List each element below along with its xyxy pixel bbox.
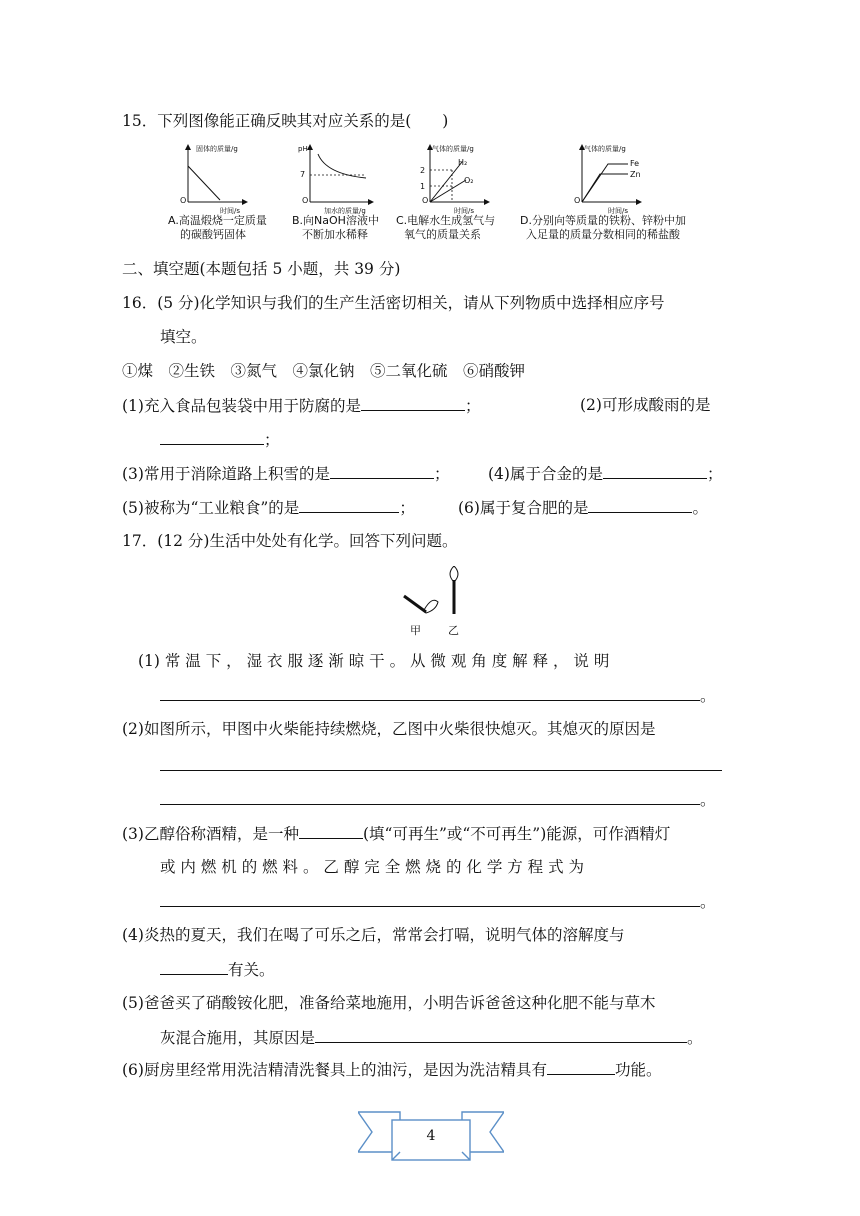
q16-stem-1: 16．(5 分)化学知识与我们的生产生活密切相关，请从下列物质中选择相应序号 [122,294,665,312]
q17-blank-6[interactable] [547,1058,615,1075]
chart-d-caption-1: D.分别向等质量的铁粉、锌粉中加 [520,214,686,227]
q16-item-2-blank-line [160,428,280,451]
chart-d [520,144,686,241]
q16-blank-3[interactable] [330,462,434,479]
q16-item-2 [580,394,710,416]
q15-stem: 15．下列图像能正确反映其对应关系的是( ) [122,112,449,130]
chart-b-xlabel: 加水的质量/g [324,207,366,215]
chart-c-ylabel: 气体的质量/g [432,145,474,153]
q16-item-3 [122,462,449,485]
q17-item-6 [122,1058,661,1081]
chart-a-origin: O [180,196,187,205]
q16-options: ①煤 ②生铁 ③氮气 ④氯化钠 ⑤二氧化硫 ⑥硝酸钾 [122,362,526,380]
chart-a-ylabel: 固体的质量/g [196,145,238,153]
q17-stem: 17．(12 分)生活中处处有化学。回答下列问题。 [122,532,458,550]
q17-item-6-text-a: (6)厨房里经常用洗洁精清洗餐具上的油污，是因为洗洁精具有 [122,1061,547,1079]
chart-d-line-zn [582,174,628,202]
q17-item-4-line-2 [160,958,275,981]
q16-stem-2: 填空。 [160,328,207,346]
q16-item-2-end: ； [264,431,280,449]
match-a-stick [404,596,426,612]
chart-c-caption-2: 氧气的质量关系 [404,228,481,241]
q17-item-5-text-b: 灰混合施用，其原因是 [160,1029,316,1047]
chart-a-xlabel: 时间/s [220,207,241,215]
q16-item-1 [122,394,480,417]
q17-item-4: (4)炎热的夏天，我们在喝了可乐之后，常常会打嗝，说明气体的溶解度与 [122,926,625,944]
chart-a-caption-2: 的碳酸钙固体 [180,228,246,241]
q16-item-6 [458,496,708,519]
chart-c-tick-2: 2 [420,166,426,175]
chart-b-curve [318,154,366,178]
q16-item-5-end: ； [399,499,415,517]
q16-item-4-text: (4)属于合金的是 [488,465,603,483]
chart-b-caption-2: 不断加水稀释 [302,228,368,241]
chart-c-caption-1: C.电解水生成氢气与 [396,214,496,227]
q16-item-6-text: (6)属于复合肥的是 [458,499,589,517]
q17-item-3-text-a: (3)乙醇俗称酒精，是一种 [122,825,299,843]
q16-blank-6[interactable] [588,496,692,513]
chart-b-caption-1: B.向NaOH溶液中 [292,214,379,227]
q17-item-1-end: 。 [700,687,716,705]
chart-a [168,144,267,241]
q17-item-6-text-b: 功能。 [614,1061,662,1079]
q16-item-4-end: ； [706,465,723,483]
chart-b-ylabel: pH [298,145,308,153]
q16-blank-4[interactable] [603,462,707,479]
chart-d-caption-2: 入足量的质量分数相同的稀盐酸 [526,228,680,241]
q17-item-2: (2)如图所示，甲图中火柴能持续燃烧，乙图中火柴很快熄灭。其熄灭的原因是 [122,720,656,738]
q17-blank-1[interactable] [160,684,700,701]
q17-item-2-blank-line-2 [160,788,716,811]
page-number-ribbon [358,1104,504,1164]
q16-blank-2[interactable] [160,428,264,445]
chart-a-caption-1: A.高温煅烧一定质量 [168,214,267,227]
chart-b-origin: O [302,196,309,205]
chart-b [292,144,379,241]
chart-d-xlabel: 时间/s [608,207,629,215]
match-figure-drawing [398,566,468,620]
chart-c-series-o2: O₂ [464,176,474,185]
match-figure [398,566,468,637]
chart-c [396,144,496,241]
chart-d-series-zn: Zn [630,170,641,179]
match-label-b: 乙 [448,624,459,637]
q16-blank-5[interactable] [299,496,399,513]
chart-d-series-fe: Fe [630,159,640,168]
q17-item-5-end: 。 [687,1029,703,1047]
chart-a-line [188,166,220,200]
q16-item-1-text: (1)充入食品包装袋中用于防腐的是 [122,397,361,415]
q16-item-4 [488,462,722,485]
q17-blank-3b[interactable] [160,890,700,907]
q17-item-1-blank-line [160,684,716,707]
chart-c-tick-1: 1 [420,182,426,191]
q17-item-1: (1) 常 温 下 ， 湿 衣 服 逐 渐 晾 干 。 从 微 观 角 度 解 释 ， 说 明 [138,652,610,670]
q17-item-3-line-2: 或 内 燃 机 的 燃 料 。 乙 醇 完 全 燃 烧 的 化 学 方 程 式 为 [160,858,585,876]
page-number: 4 [426,1128,436,1144]
match-label-a: 甲 [410,624,421,637]
q17-blank-2a[interactable] [160,754,722,771]
q17-item-2-end: 。 [700,791,716,809]
q16-item-5-text: (5)被称为“工业粮食”的是 [122,499,300,517]
q17-item-3 [122,822,670,845]
chart-b-tick: 7 [300,170,306,179]
q16-item-2-text: (2)可形成酸雨的是 [580,396,711,414]
q17-item-3-end: 。 [700,893,716,911]
q17-item-5: (5)爸爸买了硝酸铵化肥，准备给菜地施用，小明告诉爸爸这种化肥不能与草木 [122,994,656,1012]
match-b-flame [450,566,458,582]
q17-item-5-line-2 [160,1026,703,1049]
chart-c-line-o2 [430,180,466,202]
chart-c-series-h2: H₂ [458,158,468,167]
q17-blank-3a[interactable] [299,822,363,839]
chart-d-ylabel: 气体的质量/g [584,145,626,153]
q16-item-1-end: ； [464,397,481,415]
q16-item-5 [122,496,415,519]
q17-item-4-text-b: 有关。 [228,961,275,979]
section-heading: 二、填空题(本题包括 5 小题，共 39 分) [122,260,401,278]
q17-blank-4[interactable] [160,958,228,975]
chart-d-origin: O [574,196,581,205]
q16-item-3-text: (3)常用于消除道路上积雪的是 [122,465,330,483]
chart-d-line-fe [582,164,628,202]
q17-item-3-text-b: (填“可再生”或“不可再生”)能源，可作酒精灯 [362,825,671,843]
chart-c-xlabel: 时间/s [454,207,475,215]
q17-item-2-blank-line-1 [160,754,722,777]
chart-c-origin: O [422,196,429,205]
q17-blank-5[interactable] [315,1026,687,1043]
q16-blank-1[interactable] [361,394,465,411]
q16-item-6-end: 。 [692,499,708,517]
q17-blank-2b[interactable] [160,788,700,805]
q17-item-3-blank-line [160,890,716,913]
q16-item-3-end: ； [433,465,450,483]
